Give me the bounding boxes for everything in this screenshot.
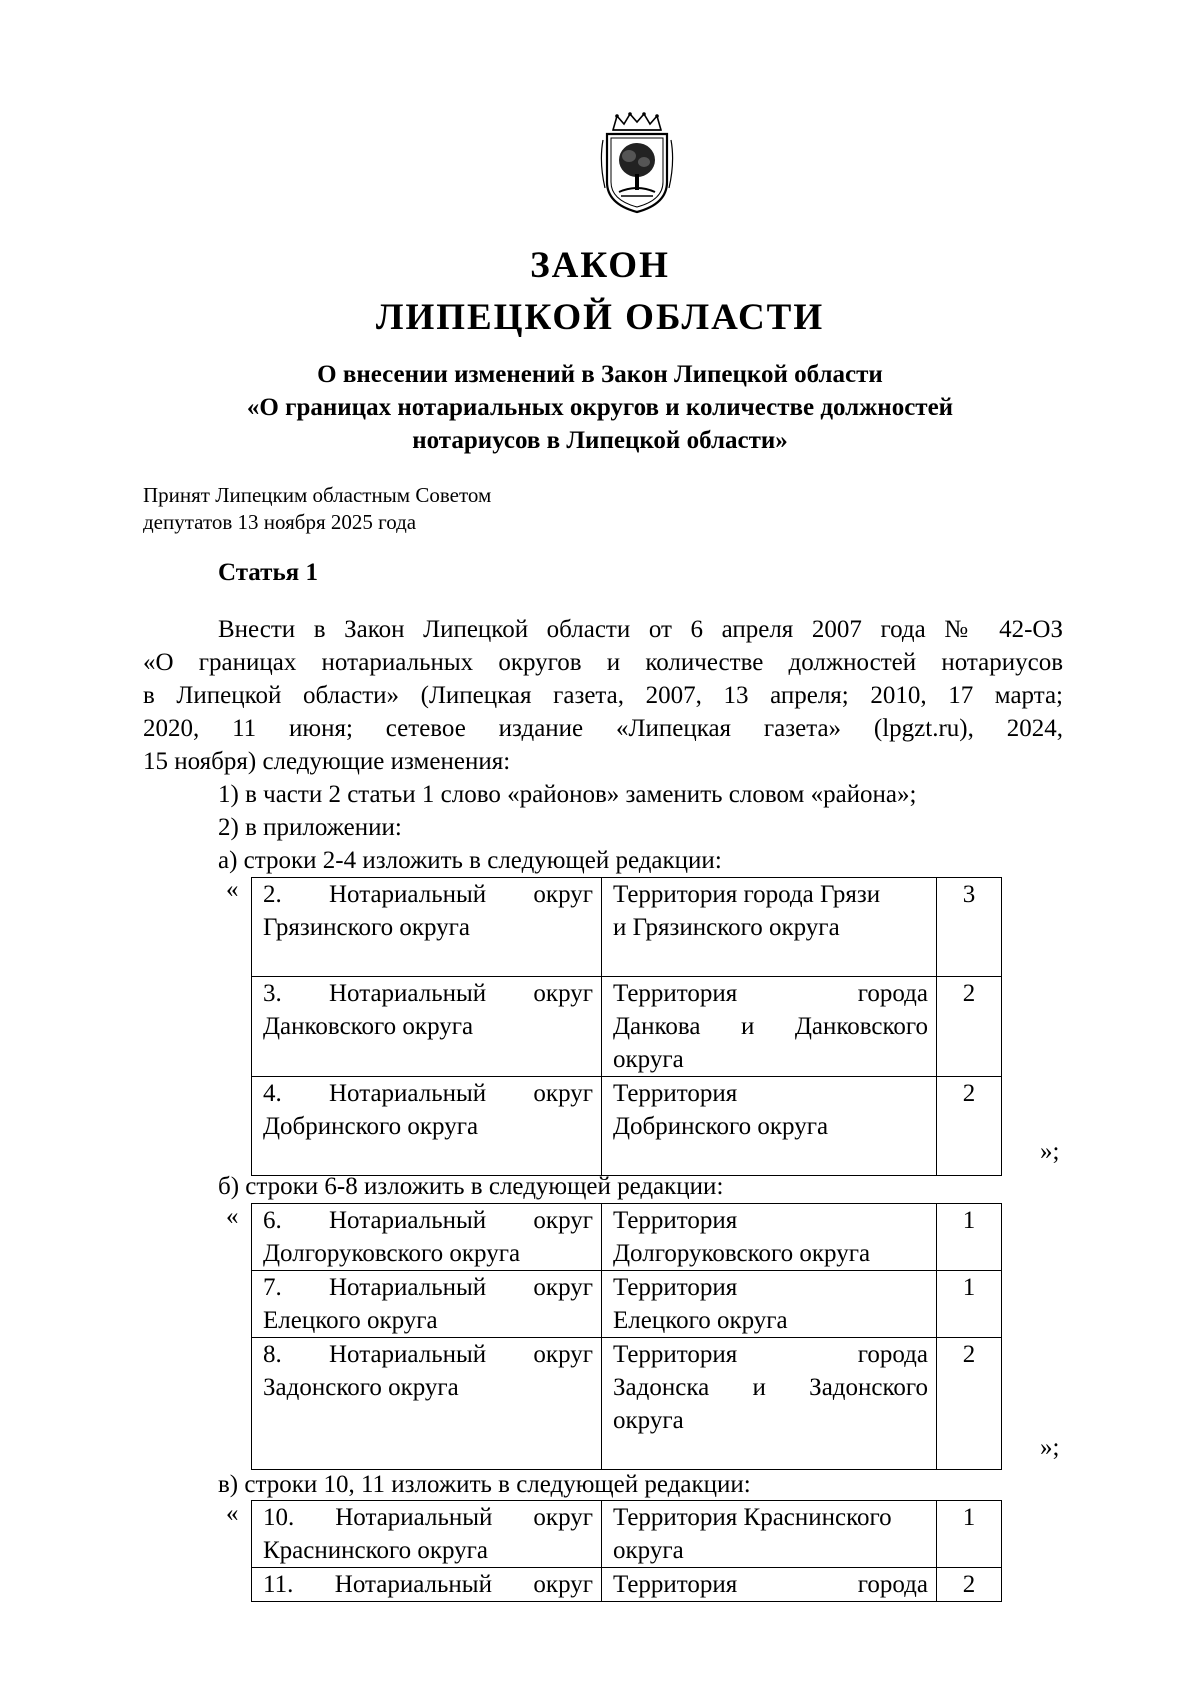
coat-of-arms-icon bbox=[599, 112, 675, 216]
district-name-cell bbox=[252, 1568, 602, 1602]
cell-line: Долгоруковского округа bbox=[263, 1240, 521, 1267]
article-paragraph-line: 2020, 11 июня; сетевое издание «Липецкая газета» (lpgzt.ru), 2024, bbox=[143, 715, 1063, 742]
cell-line: 7. Нотариальный округ bbox=[263, 1274, 593, 1301]
table-row bbox=[252, 1271, 1002, 1338]
territory-cell bbox=[602, 1501, 937, 1568]
district-name-cell bbox=[252, 1338, 602, 1470]
territory-cell bbox=[602, 1271, 937, 1338]
cell-line: Территория Краснинского bbox=[613, 1504, 892, 1531]
cell-line: 3. Нотариальный округ bbox=[263, 980, 593, 1007]
cell-line: Долгоруковского округа bbox=[613, 1240, 871, 1267]
cell-line: Данковского округа bbox=[263, 1013, 474, 1040]
notary-count-cell: 2 bbox=[937, 1338, 1002, 1470]
territory-cell bbox=[602, 878, 937, 977]
opening-quote: « bbox=[226, 876, 239, 903]
closing-quote: »; bbox=[1040, 1138, 1060, 1165]
adoption-note-line: депутатов 13 ноября 2025 года bbox=[143, 510, 417, 534]
district-name-cell bbox=[252, 1077, 602, 1176]
notary-count-cell: 2 bbox=[937, 1077, 1002, 1176]
territory-cell bbox=[602, 1077, 937, 1176]
district-name-cell bbox=[252, 1271, 602, 1338]
opening-quote: « bbox=[226, 1203, 239, 1230]
territory-cell bbox=[602, 1338, 937, 1470]
article-paragraph-line: 15 ноября) следующие изменения: bbox=[143, 748, 511, 775]
cell-line: 4. Нотариальный округ bbox=[263, 1080, 593, 1107]
district-table bbox=[251, 877, 1002, 1176]
territory-cell bbox=[602, 977, 937, 1077]
notary-count-cell: 2 bbox=[937, 977, 1002, 1077]
cell-line: 11. Нотариальный округ bbox=[263, 1571, 593, 1598]
cell-line: Краснинского округа bbox=[263, 1537, 489, 1564]
territory-cell bbox=[602, 1568, 937, 1602]
cell-line: Елецкого округа bbox=[613, 1307, 788, 1334]
table-row bbox=[252, 878, 1002, 977]
district-name-cell bbox=[252, 1204, 602, 1271]
cell-line: Елецкого округа bbox=[263, 1307, 438, 1334]
cell-line: Грязинского округа bbox=[263, 914, 471, 941]
cell-line: Добринского округа bbox=[263, 1113, 479, 1140]
opening-quote: « bbox=[226, 1500, 239, 1527]
district-name-cell bbox=[252, 878, 602, 977]
notary-count-cell: 1 bbox=[937, 1271, 1002, 1338]
adoption-note-line: Принят Липецким областным Советом bbox=[143, 483, 492, 507]
cell-line: Добринского округа bbox=[613, 1113, 829, 1140]
document-title-region: ЛИПЕЦКОЙ ОБЛАСТИ bbox=[375, 297, 825, 338]
amendment-subitem: б) строки 6-8 изложить в следующей редакции: bbox=[218, 1173, 724, 1200]
document-subtitle-line: «О границах нотариальных округов и количестве должностей bbox=[246, 394, 954, 421]
cell-line: Территория города bbox=[613, 980, 928, 1007]
district-table bbox=[251, 1500, 1002, 1602]
document-subtitle-line: нотариусов в Липецкой области» bbox=[412, 427, 788, 454]
document-subtitle-line: О внесении изменений в Закон Липецкой области bbox=[317, 361, 883, 388]
article-paragraph-line: Внести в Закон Липецкой области от 6 апреля 2007 года № 42-ОЗ bbox=[218, 616, 1063, 643]
cell-line: Задонска и Задонского bbox=[613, 1374, 928, 1401]
cell-line: и Грязинского округа bbox=[613, 914, 840, 941]
cell-line: Территория города bbox=[613, 1571, 928, 1598]
district-name-cell bbox=[252, 977, 602, 1077]
table-row bbox=[252, 1077, 1002, 1176]
district-name-cell bbox=[252, 1501, 602, 1568]
cell-line: 6. Нотариальный округ bbox=[263, 1207, 593, 1234]
table-row bbox=[252, 977, 1002, 1077]
amendment-item: 2) в приложении: bbox=[218, 814, 402, 841]
cell-line: Территория города bbox=[613, 1341, 928, 1368]
cell-line: 10. Нотариальный округ bbox=[263, 1504, 593, 1531]
notary-count-cell: 1 bbox=[937, 1501, 1002, 1568]
cell-line: округа bbox=[613, 1407, 684, 1434]
cell-line: 8. Нотариальный округ bbox=[263, 1341, 593, 1368]
table-row bbox=[252, 1204, 1002, 1271]
cell-line: Данкова и Данковского bbox=[613, 1013, 928, 1040]
article-heading: Статья 1 bbox=[218, 559, 318, 586]
cell-line: округа bbox=[613, 1046, 684, 1073]
closing-quote: »; bbox=[1040, 1434, 1060, 1461]
cell-line: 2. Нотариальный округ bbox=[263, 881, 593, 908]
cell-line: Территория bbox=[613, 1207, 738, 1234]
article-paragraph-line: в Липецкой области» (Липецкая газета, 2007, 13 апреля; 2010, 17 марта; bbox=[143, 682, 1063, 709]
cell-line: Территория города Грязи bbox=[613, 881, 881, 908]
notary-count-cell: 3 bbox=[937, 878, 1002, 977]
amendment-item: 1) в части 2 статьи 1 слово «районов» заменить словом «района»; bbox=[218, 781, 917, 808]
cell-line: округа bbox=[613, 1537, 684, 1564]
table-row bbox=[252, 1501, 1002, 1568]
territory-cell bbox=[602, 1204, 937, 1271]
notary-count-cell: 2 bbox=[937, 1568, 1002, 1602]
table-row bbox=[252, 1338, 1002, 1470]
document-title: ЗАКОН bbox=[530, 245, 670, 286]
table-row bbox=[252, 1568, 1002, 1602]
amendment-subitem: а) строки 2-4 изложить в следующей редакции: bbox=[218, 847, 722, 874]
notary-count-cell: 1 bbox=[937, 1204, 1002, 1271]
cell-line: Задонского округа bbox=[263, 1374, 459, 1401]
amendment-subitem: в) строки 10, 11 изложить в следующей редакции: bbox=[218, 1471, 751, 1498]
article-paragraph-line: «О границах нотариальных округов и количестве должностей нотариусов bbox=[143, 649, 1063, 676]
cell-line: Территория bbox=[613, 1274, 738, 1301]
district-table bbox=[251, 1203, 1002, 1470]
cell-line: Территория bbox=[613, 1080, 738, 1107]
